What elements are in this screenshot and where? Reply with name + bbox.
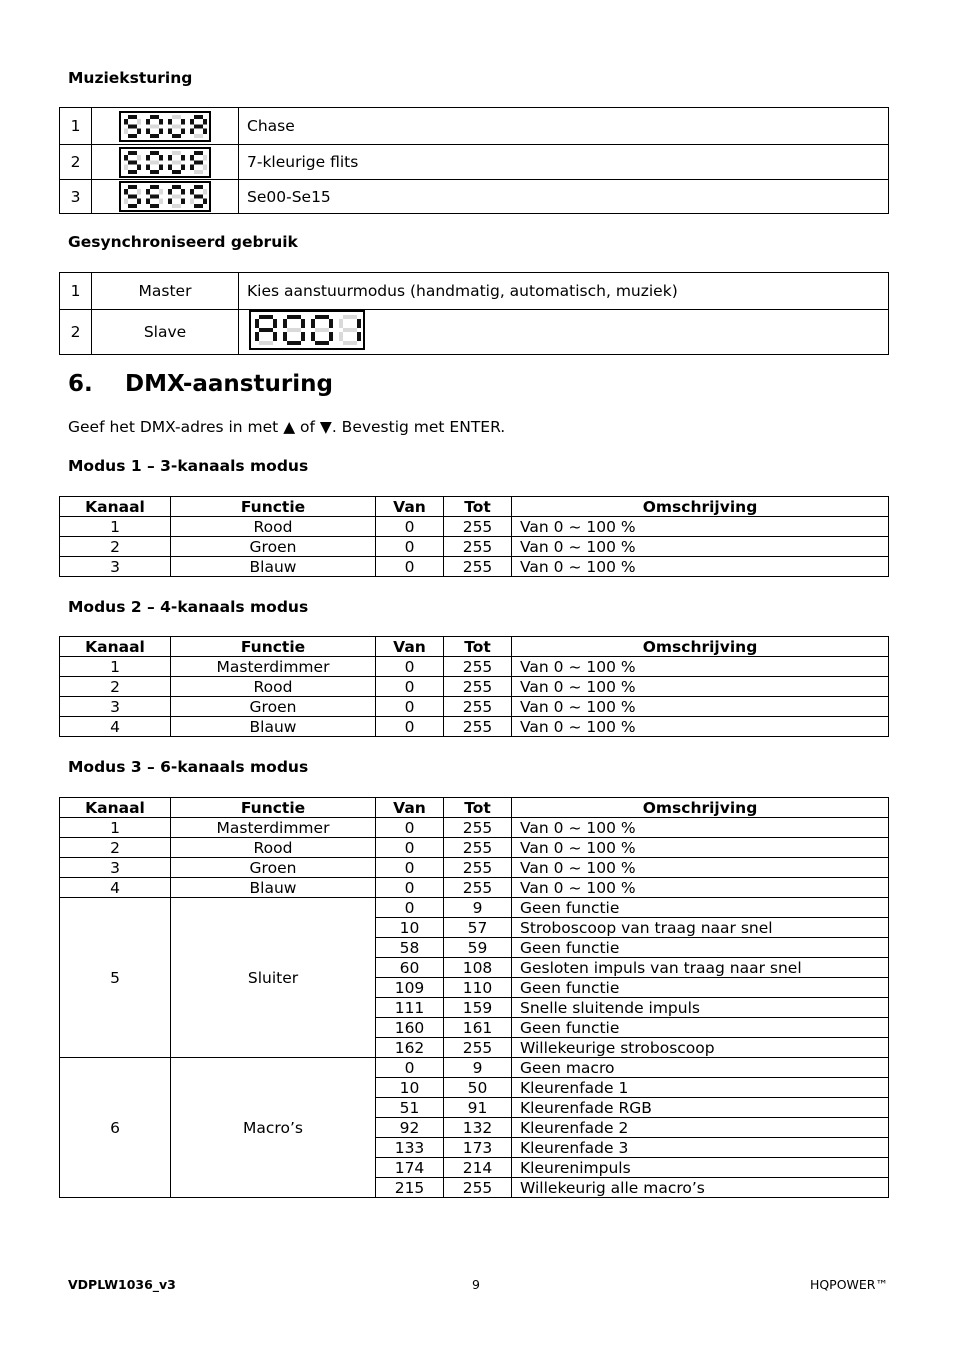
display-segment (150, 115, 159, 119)
intro-text: of (295, 418, 320, 436)
cell-van: 0 (376, 677, 444, 697)
display-segment (311, 332, 315, 341)
display-segment (172, 124, 181, 128)
display-segment (283, 319, 287, 328)
cell-kanaal: 3 (60, 697, 171, 717)
display-segment (181, 189, 185, 195)
col-functie: Functie (171, 497, 376, 517)
display-segment (287, 328, 301, 332)
display-segment (194, 151, 203, 155)
display-segment (124, 189, 128, 195)
music-no-cell: 1 (60, 108, 92, 145)
display-segment (128, 124, 137, 128)
display-segment (128, 170, 137, 174)
display-segment (181, 155, 185, 161)
cell-tot: 161 (444, 1018, 512, 1038)
col-omschrijving: Omschrijving (512, 637, 889, 657)
footer-page-number: 9 (472, 1277, 480, 1292)
display-segment (150, 195, 159, 199)
display-segment (150, 170, 159, 174)
cell-kanaal: 1 (60, 657, 171, 677)
display-segment (172, 160, 181, 164)
display-segment (172, 115, 181, 119)
cell-kanaal: 6 (60, 1058, 171, 1198)
cell-tot: 173 (444, 1138, 512, 1158)
cell-tot: 255 (444, 878, 512, 898)
display-segment (150, 160, 159, 164)
intro-text: Geef het DMX-adres in met (68, 418, 284, 436)
display-segment (273, 319, 277, 328)
sync-mode-table (59, 272, 889, 355)
cell-kanaal: 1 (60, 517, 171, 537)
cell-van: 92 (376, 1118, 444, 1138)
cell-van: 0 (376, 898, 444, 918)
display-segment (283, 332, 287, 341)
table-row (60, 657, 889, 677)
cell-omschrijving: Van 0 ~ 100 % (512, 717, 889, 737)
display-segment (287, 315, 301, 319)
cell-van: 162 (376, 1038, 444, 1058)
cell-tot: 255 (444, 677, 512, 697)
display-segment (128, 160, 137, 164)
display-segment (190, 128, 194, 134)
chapter-number: 6. (68, 371, 93, 397)
display-segment (194, 195, 203, 199)
music-no-cell: 2 (60, 145, 92, 180)
led-display-sens (119, 181, 211, 212)
col-van: Van (376, 637, 444, 657)
display-segment (159, 155, 163, 161)
mode2-heading: Modus 2 – 4-kanaals modus (68, 598, 309, 616)
display-segment (159, 199, 163, 205)
table-row (60, 537, 889, 557)
cell-kanaal: 2 (60, 677, 171, 697)
cell-tot: 255 (444, 657, 512, 677)
table-header-row (60, 798, 889, 818)
cell-van: 0 (376, 697, 444, 717)
sync-no-cell: 2 (60, 310, 92, 355)
col-omschrijving: Omschrijving (512, 798, 889, 818)
music-desc-cell: Chase (239, 108, 889, 145)
display-segment (172, 185, 181, 189)
cell-functie: Blauw (171, 557, 376, 577)
display-segment (357, 332, 361, 341)
cell-kanaal: 2 (60, 537, 171, 557)
cell-tot: 255 (444, 1038, 512, 1058)
music-display-cell (92, 180, 239, 214)
cell-van: 0 (376, 878, 444, 898)
table-row (60, 557, 889, 577)
cell-functie: Groen (171, 537, 376, 557)
display-segment (172, 195, 181, 199)
cell-omschrijving: Geen functie (512, 978, 889, 998)
cell-tot: 255 (444, 557, 512, 577)
cell-kanaal: 3 (60, 557, 171, 577)
display-segment (329, 319, 333, 328)
cell-van: 58 (376, 938, 444, 958)
cell-kanaal: 2 (60, 838, 171, 858)
cell-van: 0 (376, 717, 444, 737)
cell-omschrijving: Van 0 ~ 100 % (512, 517, 889, 537)
cell-tot: 9 (444, 1058, 512, 1078)
col-kanaal: Kanaal (60, 497, 171, 517)
display-segment (273, 332, 277, 341)
display-segment (194, 124, 203, 128)
cell-omschrijving: Van 0 ~ 100 % (512, 557, 889, 577)
display-segment (190, 164, 194, 170)
display-segment (168, 199, 172, 205)
display-segment (150, 185, 159, 189)
table-row (60, 898, 889, 918)
cell-van: 174 (376, 1158, 444, 1178)
display-segment (287, 341, 301, 345)
display-segment (194, 204, 203, 208)
music-desc-cell: 7-kleurige flits (239, 145, 889, 180)
display-segment (137, 119, 141, 125)
display-segment (255, 319, 259, 328)
mode2-table (59, 636, 889, 737)
table-row (60, 180, 889, 214)
display-segment (150, 134, 159, 138)
col-omschrijving: Omschrijving (512, 497, 889, 517)
cell-tot: 50 (444, 1078, 512, 1098)
display-segment (203, 189, 207, 195)
display-segment (146, 199, 150, 205)
cell-van: 0 (376, 537, 444, 557)
table-row (60, 878, 889, 898)
display-segment (124, 199, 128, 205)
cell-van: 109 (376, 978, 444, 998)
cell-functie: Masterdimmer (171, 818, 376, 838)
cell-omschrijving: Van 0 ~ 100 % (512, 838, 889, 858)
display-segment (150, 124, 159, 128)
display-segment (168, 119, 172, 125)
cell-functie: Macro’s (171, 1058, 376, 1198)
cell-tot: 255 (444, 1178, 512, 1198)
cell-kanaal: 4 (60, 878, 171, 898)
cell-tot: 255 (444, 818, 512, 838)
music-no-cell: 3 (60, 180, 92, 214)
table-header-row (60, 637, 889, 657)
col-tot: Tot (444, 798, 512, 818)
display-segment (172, 151, 181, 155)
col-kanaal: Kanaal (60, 637, 171, 657)
slave-display-cell (239, 310, 889, 355)
cell-kanaal: 3 (60, 858, 171, 878)
display-segment (194, 185, 203, 189)
chapter-title: DMX-aansturing (125, 371, 333, 397)
cell-tot: 255 (444, 517, 512, 537)
col-tot: Tot (444, 637, 512, 657)
cell-functie: Groen (171, 697, 376, 717)
display-segment (128, 134, 137, 138)
music-display-cell (92, 145, 239, 180)
cell-van: 0 (376, 858, 444, 878)
section-heading-sync: Gesynchroniseerd gebruik (68, 233, 298, 251)
sync-no-cell: 1 (60, 273, 92, 310)
led-display-a001 (249, 310, 365, 350)
table-row (60, 145, 889, 180)
table-header-row (60, 497, 889, 517)
cell-van: 10 (376, 1078, 444, 1098)
display-segment (203, 155, 207, 161)
cell-van: 0 (376, 557, 444, 577)
music-display-cell (92, 108, 239, 145)
table-row (60, 108, 889, 145)
table-row (60, 838, 889, 858)
col-functie: Functie (171, 637, 376, 657)
table-row (60, 1058, 889, 1078)
cell-functie: Masterdimmer (171, 657, 376, 677)
display-segment (168, 128, 172, 134)
cell-tot: 9 (444, 898, 512, 918)
cell-omschrijving: Kleurenimpuls (512, 1158, 889, 1178)
display-segment (194, 170, 203, 174)
section-heading-music: Muzieksturing (68, 69, 193, 87)
display-segment (194, 115, 203, 119)
cell-tot: 159 (444, 998, 512, 1018)
cell-van: 60 (376, 958, 444, 978)
cell-functie: Sluiter (171, 898, 376, 1058)
cell-van: 133 (376, 1138, 444, 1158)
music-mode-table (59, 107, 889, 214)
display-segment (315, 315, 329, 319)
col-van: Van (376, 497, 444, 517)
display-segment (124, 155, 128, 161)
display-segment (315, 341, 329, 345)
cell-omschrijving: Gesloten impuls van traag naar snel (512, 958, 889, 978)
display-segment (137, 189, 141, 195)
col-van: Van (376, 798, 444, 818)
display-segment (137, 164, 141, 170)
intro-text: . Bevestig met ENTER. (331, 418, 506, 436)
cell-van: 0 (376, 1058, 444, 1078)
display-segment (128, 185, 137, 189)
display-segment (259, 328, 273, 332)
display-segment (339, 319, 343, 328)
cell-van: 51 (376, 1098, 444, 1118)
chapter-heading (68, 371, 333, 397)
mode1-heading: Modus 1 – 3-kanaals modus (68, 457, 309, 475)
display-segment (315, 328, 329, 332)
table-row (60, 858, 889, 878)
cell-van: 0 (376, 838, 444, 858)
display-segment (181, 164, 185, 170)
cell-tot: 108 (444, 958, 512, 978)
cell-van: 215 (376, 1178, 444, 1198)
mode3-heading: Modus 3 – 6-kanaals modus (68, 758, 309, 776)
cell-van: 0 (376, 517, 444, 537)
footer-brand: HQPOWER™ (809, 1277, 888, 1292)
display-segment (194, 160, 203, 164)
display-segment (159, 119, 163, 125)
mode3-table (59, 797, 889, 1198)
display-segment (190, 119, 194, 125)
cell-omschrijving: Kleurenfade 1 (512, 1078, 889, 1098)
display-segment (168, 164, 172, 170)
cell-omschrijving: Van 0 ~ 100 % (512, 657, 889, 677)
dmx-intro (68, 418, 505, 436)
display-segment (172, 204, 181, 208)
cell-omschrijving: Geen macro (512, 1058, 889, 1078)
sync-desc-cell: Kies aanstuurmodus (handmatig, automatisch, muziek) (239, 273, 889, 310)
display-segment (203, 128, 207, 134)
display-segment (137, 199, 141, 205)
display-segment (128, 115, 137, 119)
display-segment (343, 315, 357, 319)
cell-functie: Rood (171, 517, 376, 537)
cell-tot: 91 (444, 1098, 512, 1118)
led-display-souf (119, 147, 211, 178)
display-segment (168, 189, 172, 195)
display-segment (128, 151, 137, 155)
display-segment (203, 164, 207, 170)
display-segment (190, 199, 194, 205)
cell-tot: 255 (444, 537, 512, 557)
cell-omschrijving: Geen functie (512, 938, 889, 958)
table-row (60, 517, 889, 537)
table-row (60, 818, 889, 838)
cell-tot: 255 (444, 717, 512, 737)
display-segment (172, 134, 181, 138)
cell-omschrijving: Van 0 ~ 100 % (512, 537, 889, 557)
display-segment (128, 195, 137, 199)
cell-van: 111 (376, 998, 444, 1018)
display-segment (146, 119, 150, 125)
cell-van: 10 (376, 918, 444, 938)
display-segment (343, 341, 357, 345)
cell-tot: 57 (444, 918, 512, 938)
cell-van: 160 (376, 1018, 444, 1038)
cell-tot: 110 (444, 978, 512, 998)
display-segment (329, 332, 333, 341)
display-segment (124, 164, 128, 170)
cell-omschrijving: Kleurenfade 3 (512, 1138, 889, 1158)
music-desc-cell: Se00-Se15 (239, 180, 889, 214)
cell-tot: 132 (444, 1118, 512, 1138)
cell-omschrijving: Snelle sluitende impuls (512, 998, 889, 1018)
cell-functie: Blauw (171, 878, 376, 898)
display-segment (137, 128, 141, 134)
display-segment (255, 332, 259, 341)
col-tot: Tot (444, 497, 512, 517)
display-segment (159, 189, 163, 195)
display-segment (181, 199, 185, 205)
cell-omschrijving: Geen functie (512, 898, 889, 918)
sync-mode-cell: Master (92, 273, 239, 310)
col-functie: Functie (171, 798, 376, 818)
cell-omschrijving: Willekeurige stroboscoop (512, 1038, 889, 1058)
display-segment (311, 319, 315, 328)
cell-omschrijving: Kleurenfade 2 (512, 1118, 889, 1138)
sync-mode-cell: Slave (92, 310, 239, 355)
display-segment (357, 319, 361, 328)
display-segment (128, 204, 137, 208)
display-segment (124, 128, 128, 134)
display-segment (181, 128, 185, 134)
table-row (60, 697, 889, 717)
display-segment (259, 341, 273, 345)
cell-omschrijving: Van 0 ~ 100 % (512, 878, 889, 898)
display-segment (168, 155, 172, 161)
cell-omschrijving: Stroboscoop van traag naar snel (512, 918, 889, 938)
display-segment (301, 332, 305, 341)
display-segment (146, 164, 150, 170)
display-segment (146, 155, 150, 161)
display-segment (159, 128, 163, 134)
up-arrow-icon: ▲ (283, 418, 296, 436)
display-segment (190, 155, 194, 161)
display-segment (146, 128, 150, 134)
cell-omschrijving: Van 0 ~ 100 % (512, 697, 889, 717)
cell-kanaal: 5 (60, 898, 171, 1058)
display-segment (137, 155, 141, 161)
display-segment (203, 119, 207, 125)
cell-omschrijving: Geen functie (512, 1018, 889, 1038)
display-segment (181, 119, 185, 125)
display-segment (339, 332, 343, 341)
display-segment (159, 164, 163, 170)
mode1-table (59, 496, 889, 577)
cell-omschrijving: Willekeurig alle macro’s (512, 1178, 889, 1198)
cell-tot: 255 (444, 697, 512, 717)
display-segment (343, 328, 357, 332)
led-display-soua (119, 111, 211, 142)
col-kanaal: Kanaal (60, 798, 171, 818)
cell-van: 0 (376, 657, 444, 677)
cell-omschrijving: Van 0 ~ 100 % (512, 818, 889, 838)
cell-van: 0 (376, 818, 444, 838)
display-segment (150, 151, 159, 155)
cell-tot: 255 (444, 838, 512, 858)
table-row (60, 310, 889, 355)
cell-kanaal: 1 (60, 818, 171, 838)
display-segment (146, 189, 150, 195)
cell-functie: Blauw (171, 717, 376, 737)
display-segment (190, 189, 194, 195)
footer-doc-id: VDPLW1036_v3 (68, 1277, 176, 1292)
cell-tot: 214 (444, 1158, 512, 1178)
display-segment (203, 199, 207, 205)
cell-omschrijving: Van 0 ~ 100 % (512, 677, 889, 697)
cell-omschrijving: Kleurenfade RGB (512, 1098, 889, 1118)
display-segment (194, 134, 203, 138)
cell-omschrijving: Van 0 ~ 100 % (512, 858, 889, 878)
table-row (60, 273, 889, 310)
cell-functie: Groen (171, 858, 376, 878)
down-arrow-icon: ▼ (319, 418, 332, 436)
display-segment (301, 319, 305, 328)
display-segment (172, 170, 181, 174)
table-row (60, 677, 889, 697)
display-segment (124, 119, 128, 125)
cell-kanaal: 4 (60, 717, 171, 737)
cell-tot: 255 (444, 858, 512, 878)
cell-tot: 59 (444, 938, 512, 958)
table-row (60, 717, 889, 737)
display-segment (150, 204, 159, 208)
display-segment (259, 315, 273, 319)
cell-functie: Rood (171, 677, 376, 697)
cell-functie: Rood (171, 838, 376, 858)
